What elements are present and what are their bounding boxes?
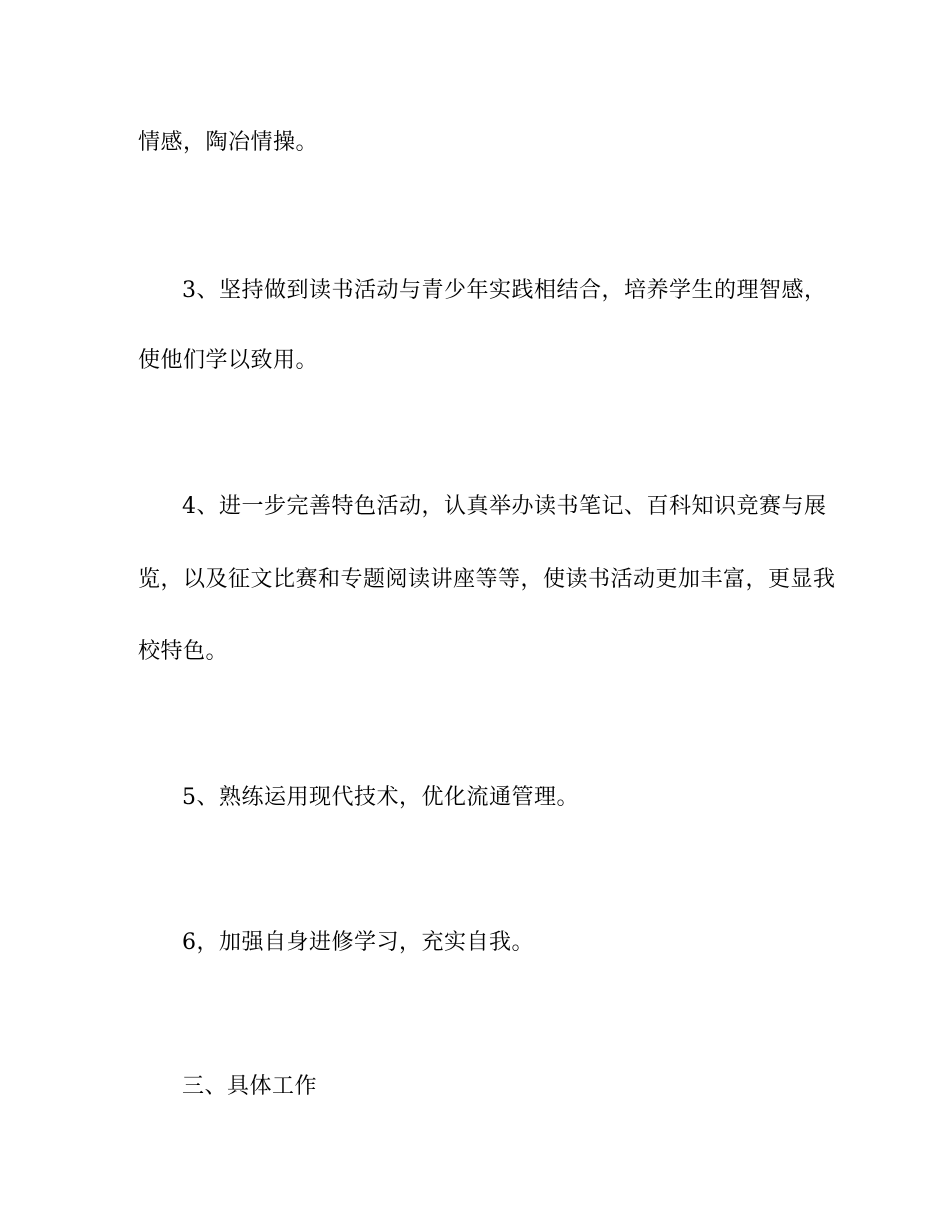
paragraph-line: 校特色。: [138, 639, 229, 664]
section-heading: 三、具体工作: [182, 1074, 318, 1099]
paragraph-line: 4、进一步完善特色活动，认真举办读书笔记、百科知识竞赛与展: [182, 494, 827, 519]
paragraph-line: 3、坚持做到读书活动与青少年实践相结合，培养学生的理智感，: [182, 278, 827, 303]
paragraph-line: 6，加强自身进修学习，充实自我。: [182, 930, 534, 955]
paragraph-line: 览，以及征文比赛和专题阅读讲座等等，使读书活动更加丰富，更显我: [138, 567, 836, 592]
paragraph-line: 5、熟练运用现代技术，优化流通管理。: [182, 785, 579, 810]
paragraph-line: 情感，陶冶情操。: [138, 130, 319, 155]
paragraph-line: 使他们学以致用。: [138, 348, 319, 373]
